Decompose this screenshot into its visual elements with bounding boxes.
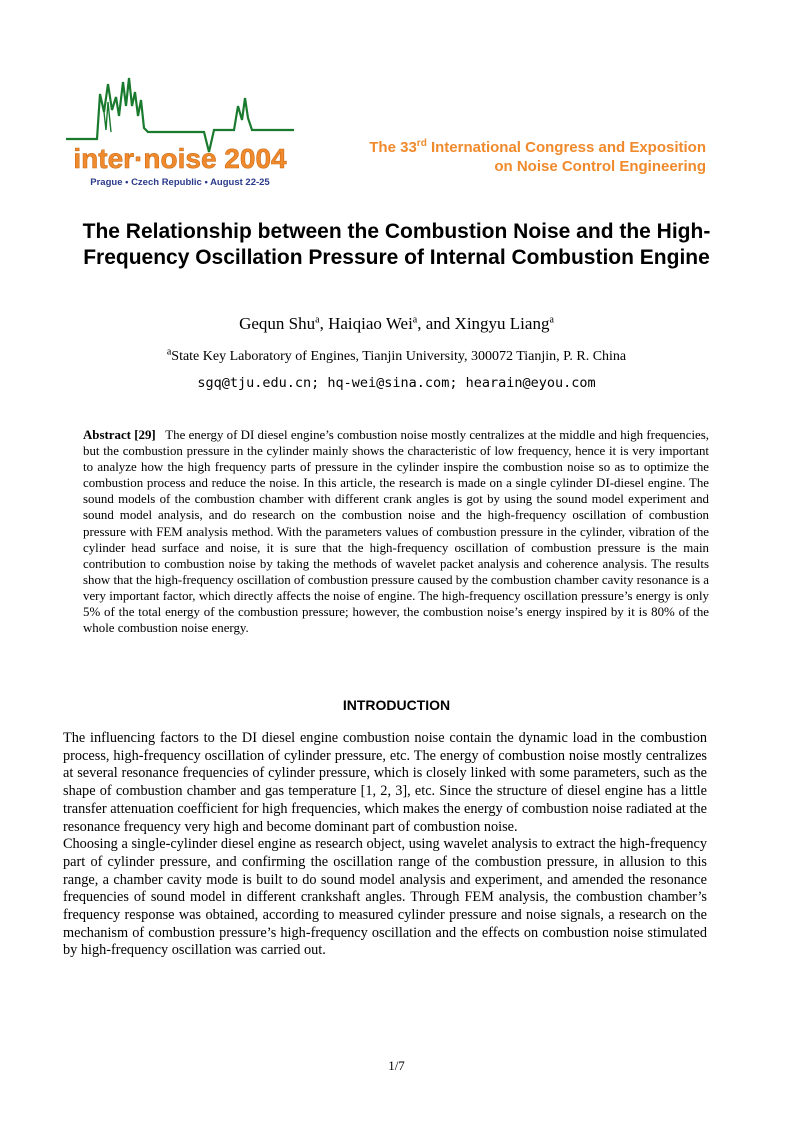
internoise-logo (64, 72, 296, 192)
page-number: 1/7 (388, 1058, 405, 1073)
logo-subtitle: Prague • Czech Republic • August 22-25 (90, 177, 270, 188)
affiliation: $^a$State Key Laboratory of Engines, Tianjin University, 300072 Tianjin, P. R. China (166, 346, 627, 364)
abstract-text: The energy of DI diesel engine’s combustion noise mostly centralizes at the middle and high frequencies, but the combustion pressure in the cylinder mainly shows the characteristic of low frequency, hence it is very important to analyze how the high frequency parts of pressure in the cylinder inspire the combustion noise so as to optimize the combustion process and reduce the noise. In this article, the research is made on a single cylinder DI-diesel engine. The sound models of the combustion chamber with different crank angles is got by using the sound model experiment and sound model analysis, and do research on the combustion noise and the high-frequency oscillation of combustion pressure with FEM analysis method. With the parameters values of combustion pressure in the cylinder, vibration of the cylinder head surface and noise, it is sure that the high-frequency oscillation of combustion pressure is the main contribution to combustion noise by taking the methods of wavelet packet analysis and coherence analysis. The results show that the high-frequency oscillation of combustion pressure caused by the combustion chamber cavity resonance is a very important factor, which directly affects the noise of engine. The high-frequency oscillation pressure’s energy is only 5% of the total energy of the combustion pressure; however, the combustion noise’s energy inspired by it is 80% of the whole combustion noise energy. (83, 428, 710, 636)
congress-line-2: on Noise Control Engineering (494, 158, 706, 175)
paragraph: The influencing factors to the DI diesel engine combustion noise contain the dynamic load in the combustion process, high-frequency oscillation of cylinder pressure, etc. The energy of combustion noise mostly centralizes at several resonance frequencies of cylinder pressure, which is closely linked with some parameters, such as the shape of combustion chamber and gas temperature [1, 2, 3], etc. Since the structure of diesel engine has a little transfer attenuation coefficient for high frequencies, which makes the energy of combustion noise radiated at the resonance frequency very high and become dominant part of combustion noise. (63, 730, 707, 835)
author-name: Haiqiao Wei (328, 314, 413, 333)
abstract-label: Abstract [29] (83, 428, 156, 442)
paper-title: The Relationship between the Combustion Noise and the High-Frequency Oscillation Pressure of Internal Combustion Engine (82, 220, 711, 269)
congress-heading (286, 138, 706, 176)
abstract (83, 427, 709, 636)
author-emails: sgq@tju.edu.cn; hq-wei@sina.com; hearain@eyou.com (197, 375, 596, 391)
author-list: Gequn Shu$^a$, Haiqiao Wei$^a$, and Xingyu Liang$^a$ (239, 314, 554, 333)
paragraph: Choosing a single-cylinder diesel engine as research object, using wavelet analysis to extract the high-frequency part of cylinder pressure, and confirming the oscillation range of the combustion pressure, in allusion to this range, a chamber cavity mode is built to do sound model analysis and experiment, and amended the resonance frequencies of sound model in different crankshaft angles. Through FEM analysis, the combustion chamber’s frequency response was obtained, according to measured cylinder pressure and noise signals, a research on the mechanism of combustion pressure’s high-frequency oscillation and the effects on combustion noise stimulated by high-frequency oscillation was carried out. (63, 836, 707, 959)
congress-line-1: The 33rd International Congress and Exposition (369, 138, 706, 156)
author-name: Gequn Shu (239, 314, 316, 333)
section-heading-introduction: INTRODUCTION (342, 697, 451, 713)
introduction-body (63, 730, 707, 960)
logo-skyline-line (66, 78, 294, 152)
logo-text: inter·noise 2004 (73, 143, 287, 174)
ordinal-sup: rd (416, 138, 427, 149)
author-name: Xingyu Liang (454, 314, 550, 333)
